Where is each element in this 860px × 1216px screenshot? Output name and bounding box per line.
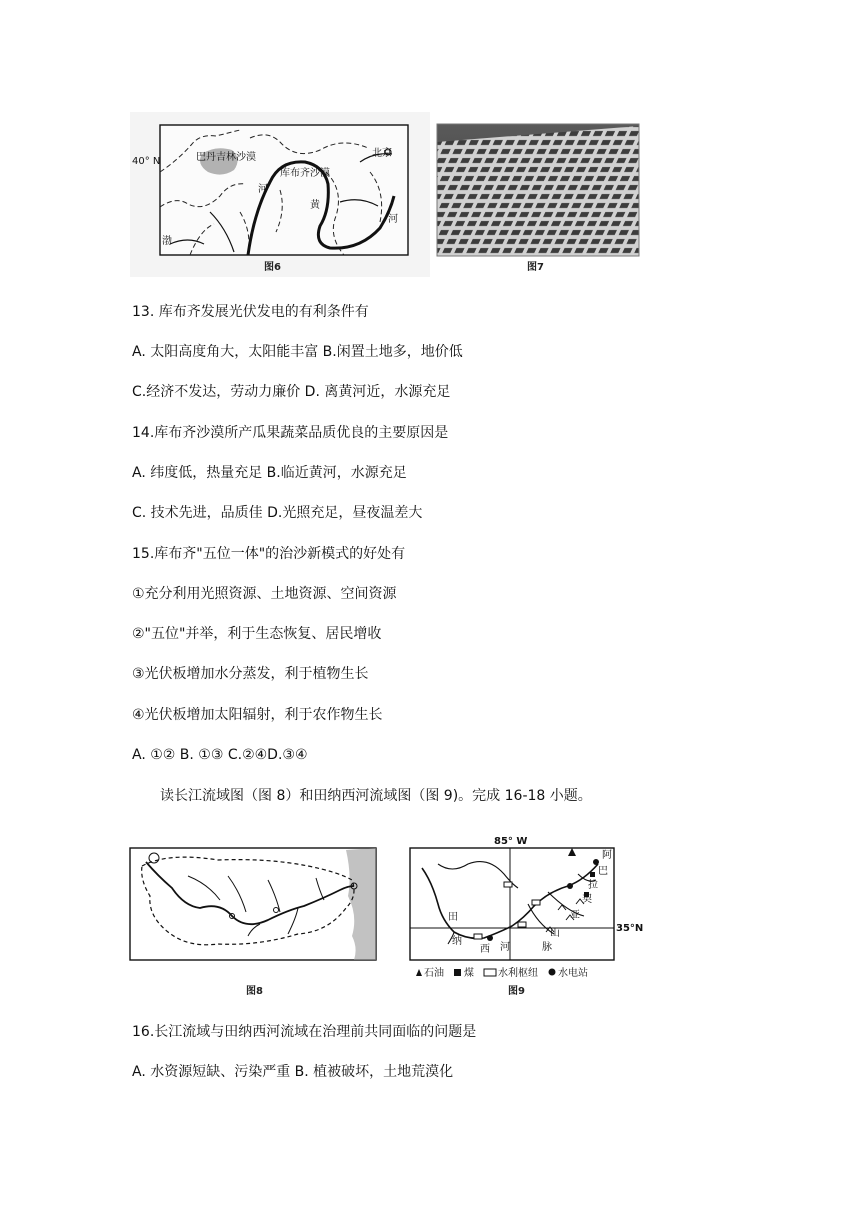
kubuqi-label: 库布齐沙漠 bbox=[280, 168, 330, 179]
legend-coal: 煤 bbox=[464, 968, 474, 979]
coal-icon bbox=[454, 969, 461, 976]
mountain-name-char-7: 脉 bbox=[542, 942, 552, 953]
question-15-statement-4: ④光伏板增加太阳辐射，利于农作物生长 bbox=[132, 707, 383, 723]
figure-9-caption: 图9 bbox=[508, 986, 525, 997]
figure-7-photo bbox=[435, 112, 640, 277]
question-15-options: A. ①② B. ①③ C.②④D.③④ bbox=[132, 747, 308, 763]
legend-oil: 石油 bbox=[424, 968, 444, 979]
question-15-statement-2: ②"五位"并举，利于生态恢复、居民增收 bbox=[132, 626, 382, 642]
river-char-he2: 河 bbox=[388, 214, 398, 225]
latitude-label: 40° N bbox=[132, 156, 161, 167]
river-char-huang: 黄 bbox=[310, 200, 320, 211]
figure-9-legend bbox=[416, 966, 588, 979]
question-15-statement-3: ③光伏板增加水分蒸发，利于植物生长 bbox=[132, 666, 369, 682]
river-name-char-1: 田 bbox=[448, 912, 458, 923]
latitude-label-35n: 35°N bbox=[616, 923, 644, 934]
beijing-label: 北京 bbox=[372, 148, 392, 159]
figure-8-map bbox=[128, 836, 388, 1001]
river-name-char-2: 纳 bbox=[452, 936, 462, 947]
river-name-char-3: 西 bbox=[480, 944, 490, 955]
question-15-stem: 15.库布齐"五位一体"的治沙新模式的好处有 bbox=[132, 546, 406, 562]
question-16-options-ab: A. 水资源短缺、污染严重 B. 植被破坏，土地荒漠化 bbox=[132, 1064, 454, 1080]
question-14-options-ab: A. 纬度低，热量充足 B.临近黄河，水源充足 bbox=[132, 465, 407, 481]
question-13-stem: 13. 库布齐发展光伏发电的有利条件有 bbox=[132, 304, 369, 320]
question-14-stem: 14.库布齐沙漠所产瓜果蔬菜品质优良的主要原因是 bbox=[132, 425, 449, 441]
legend-hub: 水利枢纽 bbox=[498, 968, 538, 979]
mountain-name-char-3: 拉 bbox=[588, 880, 598, 891]
question-15-statement-1: ①充分利用光照资源、土地资源、空间资源 bbox=[132, 586, 397, 602]
figure-9-map bbox=[408, 834, 646, 999]
river-char-he1: 河 bbox=[258, 184, 268, 195]
water-hub-icon bbox=[484, 969, 496, 976]
mountain-name-char-1: 阿 bbox=[602, 850, 612, 861]
question-14-options-cd: C. 技术先进，品质佳 D.光照充足，昼夜温差大 bbox=[132, 505, 423, 521]
figure-8-caption: 图8 bbox=[246, 986, 263, 997]
mountain-name-char-4: 契 bbox=[582, 894, 592, 905]
river-name-char-4: 河 bbox=[500, 942, 510, 953]
section-intro: 读长江流域图（图 8）和田纳西河流域图（图 9)。完成 16-18 小题。 bbox=[160, 788, 592, 804]
mountain-name-char-5: 亚 bbox=[570, 910, 580, 921]
question-16-stem: 16.长江流域与田纳西河流域在治理前共同面临的问题是 bbox=[132, 1024, 477, 1040]
question-13-options-cd: C.经济不发达，劳动力廉价 D. 离黄河近，水源充足 bbox=[132, 384, 451, 400]
hydro-station-icon bbox=[549, 969, 556, 976]
figure-6-caption: 图6 bbox=[264, 262, 281, 273]
longitude-label: 85° W bbox=[494, 836, 528, 847]
badain-jaran-label: 巴丹吉林沙漠 bbox=[196, 152, 256, 163]
bottom-left-label: 渤 bbox=[162, 236, 172, 247]
mountain-name-char-2: 巴 bbox=[598, 866, 608, 877]
question-13-options-ab: A. 太阳高度角大，太阳能丰富 B.闲置土地多，地价低 bbox=[132, 344, 463, 360]
figure-6-map bbox=[130, 112, 430, 277]
legend-station: 水电站 bbox=[558, 968, 588, 979]
mountain-name-char-6: 山 bbox=[550, 928, 560, 939]
figure-7-caption: 图7 bbox=[527, 262, 544, 273]
oil-icon bbox=[416, 969, 422, 976]
